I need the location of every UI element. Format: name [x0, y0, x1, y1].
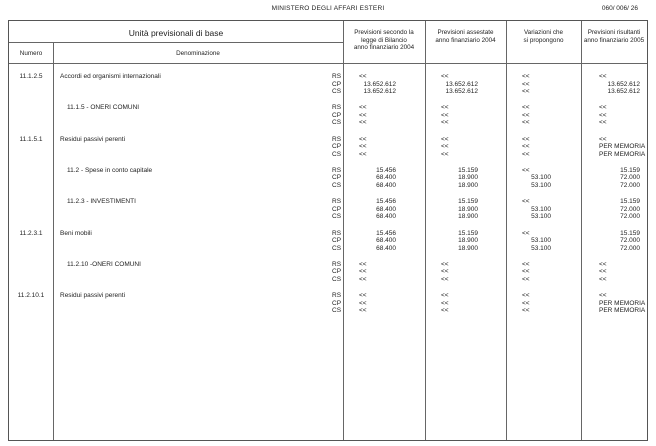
cell-previsioni-risultanti: 13.652.612: [607, 80, 640, 88]
cell-previsioni-assestate: 18.900: [458, 237, 478, 245]
row-label: CS: [332, 150, 342, 158]
cell-previsioni-risultanti: <<: [599, 292, 607, 300]
row-label: CP: [332, 174, 342, 182]
cell-previsioni-assestate: <<: [441, 143, 449, 151]
cell-variazioni: <<: [522, 260, 530, 268]
table-row: [9, 182, 647, 190]
row-label: CS: [332, 213, 342, 221]
cell-variazioni: <<: [522, 229, 530, 237]
cell-previsioni-assestate: 18.900: [458, 244, 478, 252]
cell-previsioni-risultanti: <<: [599, 275, 607, 283]
cell-previsioni-assestate: 15.159: [458, 229, 478, 237]
cell-previsioni-legge: <<: [359, 260, 367, 268]
cell-previsioni-risultanti: 15.159: [620, 198, 640, 206]
cell-previsioni-risultanti: 72.000: [620, 213, 640, 221]
row-label: CP: [332, 237, 342, 245]
col2-line2: anno finanziario 2004: [435, 36, 496, 44]
cell-previsioni-risultanti: <<: [599, 111, 607, 119]
cell-previsioni-assestate: <<: [441, 292, 449, 300]
cell-variazioni: <<: [522, 292, 530, 300]
cell-previsioni-risultanti: <<: [599, 119, 607, 127]
cell-variazioni: <<: [522, 299, 530, 307]
cell-previsioni-legge: <<: [359, 275, 367, 283]
cell-variazioni: <<: [522, 268, 530, 276]
cell-variazioni: 53.100: [531, 213, 551, 221]
cell-previsioni-legge: <<: [359, 299, 367, 307]
cell-variazioni: 53.100: [531, 174, 551, 182]
cell-previsioni-assestate: <<: [441, 275, 449, 283]
row-label: CS: [332, 275, 342, 283]
cell-previsioni-risultanti: <<: [599, 104, 607, 112]
cell-previsioni-legge: <<: [359, 135, 367, 143]
item-denominazione: Beni mobili: [60, 229, 92, 237]
item-denominazione: Residui passivi perenti: [60, 135, 126, 143]
cell-variazioni: <<: [522, 150, 530, 158]
row-label: CS: [332, 119, 342, 127]
cell-previsioni-assestate: 18.900: [458, 205, 478, 213]
col3-line2: si propongono: [523, 36, 564, 44]
cell-variazioni: <<: [522, 143, 530, 151]
cell-variazioni: 53.100: [531, 205, 551, 213]
cell-previsioni-legge: 13.652.612: [363, 88, 396, 96]
col-header-variazioni: [506, 29, 581, 44]
cell-previsioni-assestate: 15.159: [458, 166, 478, 174]
cell-previsioni-risultanti: <<: [599, 73, 607, 80]
cell-previsioni-assestate: <<: [441, 307, 449, 315]
item-number: 11.2.3.1: [19, 229, 43, 237]
cell-previsioni-legge: 68.400: [376, 237, 396, 245]
cell-variazioni: <<: [522, 104, 530, 112]
table-title: Unità previsionali di base: [128, 28, 224, 38]
cell-previsioni-assestate: 18.900: [458, 182, 478, 190]
cell-previsioni-assestate: <<: [441, 111, 449, 119]
cell-variazioni: <<: [522, 111, 530, 119]
col-header-denominazione: Denominazione: [176, 50, 220, 57]
cell-variazioni: <<: [522, 73, 530, 80]
col-header-previsioni-legge: [343, 29, 425, 52]
cell-previsioni-legge: <<: [359, 268, 367, 276]
cell-variazioni: <<: [522, 307, 530, 315]
rule-title-bottom: [9, 42, 343, 43]
row-label: RS: [332, 104, 342, 112]
row-label: RS: [332, 198, 342, 206]
cell-previsioni-legge: <<: [359, 104, 367, 112]
cell-variazioni: <<: [522, 198, 530, 206]
cell-variazioni: 53.100: [531, 237, 551, 245]
cell-previsioni-assestate: <<: [441, 260, 449, 268]
item-number: 11.1.2.5: [19, 73, 43, 80]
row-label: CP: [332, 268, 342, 276]
cell-previsioni-legge: <<: [359, 119, 367, 127]
cell-previsioni-legge: <<: [359, 292, 367, 300]
cell-previsioni-legge: 15.456: [376, 166, 396, 174]
item-denominazione: Residui passivi perenti: [60, 292, 126, 300]
cell-previsioni-risultanti: <<: [599, 260, 607, 268]
cell-previsioni-risultanti: 15.159: [620, 229, 640, 237]
row-label: RS: [332, 166, 342, 174]
cell-previsioni-assestate: 18.900: [458, 213, 478, 221]
cell-previsioni-legge: 68.400: [376, 244, 396, 252]
cell-previsioni-risultanti: PER MEMORIA: [599, 299, 646, 307]
cell-previsioni-risultanti: <<: [599, 268, 607, 276]
item-denominazione: 11.2.3 - INVESTIMENTI: [67, 198, 136, 206]
cell-variazioni: <<: [522, 275, 530, 283]
table-row: [9, 119, 647, 127]
budget-item: [9, 167, 647, 197]
cell-previsioni-legge: 15.456: [376, 198, 396, 206]
rule-header-bottom: [9, 63, 647, 64]
row-label: CS: [332, 307, 342, 315]
page-code: 060/ 006/ 26: [601, 5, 638, 12]
cell-previsioni-risultanti: PER MEMORIA: [599, 307, 646, 315]
cell-previsioni-legge: 68.400: [376, 174, 396, 182]
cell-previsioni-risultanti: 72.000: [620, 237, 640, 245]
col-header-previsioni-risultanti: [581, 29, 647, 44]
row-label: RS: [332, 73, 342, 80]
item-denominazione: 11.2.10 -ONERI COMUNI: [67, 260, 141, 268]
item-denominazione: 11.2 - Spese in conto capitale: [67, 166, 153, 174]
budget-item: [9, 230, 647, 260]
row-label: CP: [332, 205, 342, 213]
cell-previsioni-assestate: <<: [441, 135, 449, 143]
cell-previsioni-risultanti: PER MEMORIA: [599, 143, 646, 151]
cell-previsioni-legge: 15.456: [376, 229, 396, 237]
ministry-title: MINISTERO DEGLI AFFARI ESTERI: [271, 5, 385, 12]
row-label: CP: [332, 80, 342, 88]
col1-line1: Previsioni secondo la: [354, 29, 414, 36]
table-row: [9, 276, 647, 284]
col-header-numero: Numero: [19, 50, 43, 57]
row-label: RS: [332, 292, 342, 300]
cell-previsioni-risultanti: <<: [599, 135, 607, 143]
row-label: RS: [332, 229, 342, 237]
cell-previsioni-legge: 68.400: [376, 205, 396, 213]
cell-variazioni: <<: [522, 80, 530, 88]
cell-previsioni-risultanti: 15.159: [620, 166, 640, 174]
budget-item: [9, 136, 647, 166]
cell-previsioni-assestate: 13.652.612: [445, 88, 478, 96]
item-denominazione: Accordi ed organismi internazionali: [60, 73, 161, 80]
item-number: 11.2.10.1: [17, 292, 45, 300]
cell-previsioni-risultanti: PER MEMORIA: [599, 150, 646, 158]
cell-variazioni: <<: [522, 166, 530, 174]
cell-previsioni-legge: <<: [359, 73, 367, 80]
row-label: CP: [332, 299, 342, 307]
cell-previsioni-legge: 13.652.612: [363, 80, 396, 88]
item-number: 11.1.5.1: [19, 135, 43, 143]
cell-variazioni: <<: [522, 88, 530, 96]
col1-line3: anno finanziario 2004: [353, 44, 415, 52]
cell-previsioni-legge: <<: [359, 307, 367, 315]
item-denominazione: 11.1.5 - ONERI COMUNI: [67, 104, 140, 112]
budget-item: [9, 73, 647, 103]
col2-line1: Previsioni assestate: [437, 29, 494, 36]
cell-previsioni-assestate: <<: [441, 268, 449, 276]
cell-previsioni-legge: 68.400: [376, 213, 396, 221]
cell-previsioni-risultanti: 72.000: [620, 174, 640, 182]
cell-previsioni-assestate: <<: [441, 299, 449, 307]
cell-previsioni-legge: <<: [359, 111, 367, 119]
col4-line2: anno finanziario 2005: [583, 36, 645, 44]
table-row: [9, 213, 647, 221]
col-header-previsioni-assestate: [425, 29, 506, 44]
row-label: CS: [332, 244, 342, 252]
budget-item: [9, 292, 647, 322]
cell-previsioni-risultanti: 13.652.612: [607, 88, 640, 96]
cell-previsioni-assestate: <<: [441, 104, 449, 112]
row-label: CP: [332, 143, 342, 151]
table-row: [9, 151, 647, 159]
cell-previsioni-legge: 68.400: [376, 182, 396, 190]
row-label: RS: [332, 135, 342, 143]
cell-previsioni-legge: <<: [359, 150, 367, 158]
cell-previsioni-legge: <<: [359, 143, 367, 151]
cell-previsioni-assestate: 15.159: [458, 198, 478, 206]
cell-previsioni-risultanti: 72.000: [620, 182, 640, 190]
table-row: [9, 245, 647, 253]
row-label: CS: [332, 182, 342, 190]
col3-line1: Variazioni che: [523, 29, 564, 36]
cell-previsioni-assestate: <<: [441, 73, 449, 80]
row-label: CP: [332, 111, 342, 119]
cell-previsioni-assestate: <<: [441, 119, 449, 127]
budget-table: [8, 20, 648, 441]
table-row: [9, 88, 647, 96]
table-row: [9, 307, 647, 315]
budget-item: [9, 198, 647, 228]
budget-item: [9, 104, 647, 134]
col1-line2: legge di Bilancio: [361, 36, 407, 44]
cell-variazioni: 53.100: [531, 244, 551, 252]
cell-variazioni: 53.100: [531, 182, 551, 190]
cell-previsioni-risultanti: 72.000: [620, 244, 640, 252]
cell-variazioni: <<: [522, 119, 530, 127]
cell-previsioni-risultanti: 72.000: [620, 205, 640, 213]
row-label: CS: [332, 88, 342, 96]
col4-line1: Previsioni risultanti: [587, 29, 641, 36]
budget-item: [9, 261, 647, 291]
cell-previsioni-assestate: 18.900: [458, 174, 478, 182]
cell-previsioni-assestate: 13.652.612: [445, 80, 478, 88]
row-label: RS: [332, 260, 342, 268]
cell-variazioni: <<: [522, 135, 530, 143]
cell-previsioni-assestate: <<: [441, 150, 449, 158]
